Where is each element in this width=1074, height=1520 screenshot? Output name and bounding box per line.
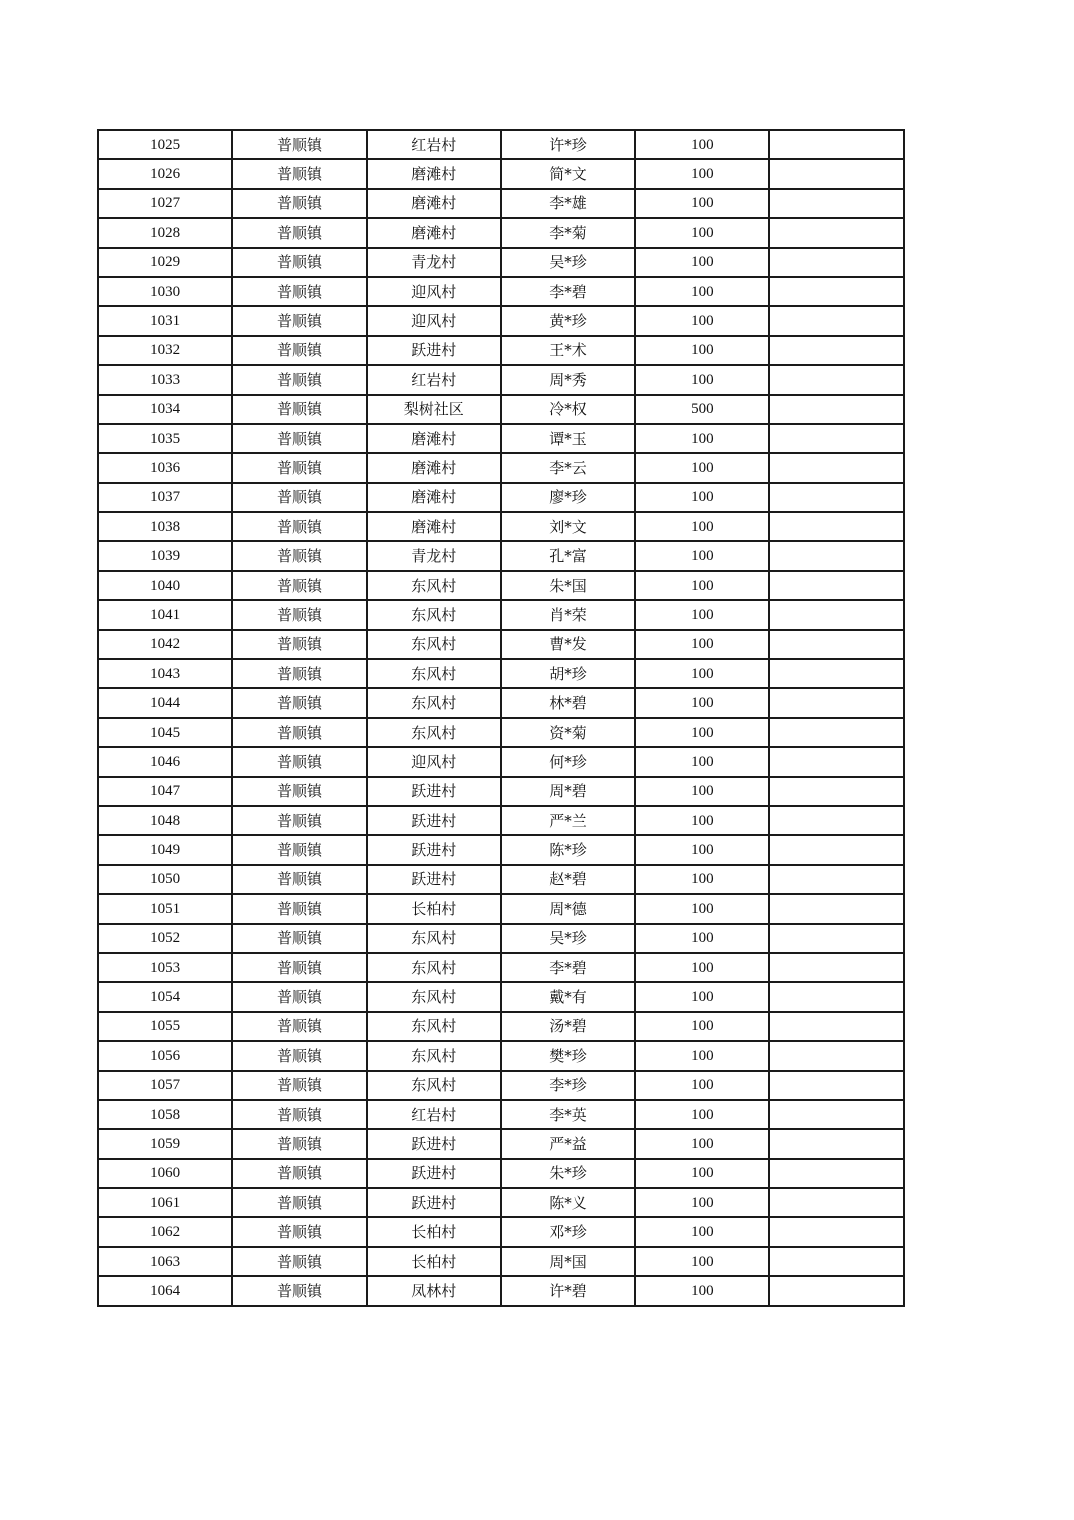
town-cell: 普顺镇: [232, 248, 366, 277]
remark-cell: [769, 189, 903, 218]
town-cell: 普顺镇: [232, 1071, 366, 1100]
village-cell: 迎风村: [367, 306, 501, 335]
serial-number-cell: 1052: [98, 924, 232, 953]
serial-number-cell: 1033: [98, 365, 232, 394]
remark-cell: [769, 1276, 903, 1305]
serial-number-cell: 1044: [98, 688, 232, 717]
name-cell: 李*珍: [501, 1071, 635, 1100]
name-cell: 孔*富: [501, 541, 635, 570]
town-cell: 普顺镇: [232, 189, 366, 218]
remark-cell: [769, 1100, 903, 1129]
remark-cell: [769, 1217, 903, 1246]
table-row: [98, 483, 904, 512]
serial-number-cell: 1030: [98, 277, 232, 306]
town-cell: 普顺镇: [232, 453, 366, 482]
town-cell: 普顺镇: [232, 365, 366, 394]
village-cell: 跃进村: [367, 806, 501, 835]
village-cell: 东风村: [367, 1041, 501, 1070]
name-cell: 简*文: [501, 159, 635, 188]
name-cell: 李*雄: [501, 189, 635, 218]
serial-number-cell: 1032: [98, 336, 232, 365]
name-cell: 林*碧: [501, 688, 635, 717]
table-row: [98, 747, 904, 776]
remark-cell: [769, 747, 903, 776]
town-cell: 普顺镇: [232, 865, 366, 894]
remark-cell: [769, 365, 903, 394]
amount-cell: 100: [635, 600, 769, 629]
name-cell: 周*秀: [501, 365, 635, 394]
village-cell: 跃进村: [367, 865, 501, 894]
remark-cell: [769, 659, 903, 688]
table-row: [98, 1159, 904, 1188]
village-cell: 红岩村: [367, 130, 501, 159]
table-row: [98, 953, 904, 982]
table-row: [98, 336, 904, 365]
town-cell: 普顺镇: [232, 747, 366, 776]
town-cell: 普顺镇: [232, 894, 366, 923]
name-cell: 周*国: [501, 1247, 635, 1276]
name-cell: 陈*珍: [501, 835, 635, 864]
name-cell: 周*德: [501, 894, 635, 923]
name-cell: 资*菊: [501, 718, 635, 747]
name-cell: 赵*碧: [501, 865, 635, 894]
name-cell: 李*碧: [501, 277, 635, 306]
village-cell: 磨滩村: [367, 189, 501, 218]
table-row: [98, 600, 904, 629]
table-row: [98, 512, 904, 541]
name-cell: 刘*文: [501, 512, 635, 541]
serial-number-cell: 1045: [98, 718, 232, 747]
remark-cell: [769, 894, 903, 923]
table-row: [98, 894, 904, 923]
serial-number-cell: 1050: [98, 865, 232, 894]
remark-cell: [769, 159, 903, 188]
table-row: [98, 688, 904, 717]
serial-number-cell: 1043: [98, 659, 232, 688]
roster-table: [97, 129, 905, 1307]
village-cell: 梨树社区: [367, 395, 501, 424]
amount-cell: 100: [635, 777, 769, 806]
remark-cell: [769, 982, 903, 1011]
name-cell: 樊*珍: [501, 1041, 635, 1070]
village-cell: 长柏村: [367, 894, 501, 923]
amount-cell: 100: [635, 541, 769, 570]
serial-number-cell: 1056: [98, 1041, 232, 1070]
town-cell: 普顺镇: [232, 541, 366, 570]
table-row: [98, 571, 904, 600]
amount-cell: 100: [635, 1188, 769, 1217]
remark-cell: [769, 600, 903, 629]
table-row: [98, 659, 904, 688]
serial-number-cell: 1041: [98, 600, 232, 629]
remark-cell: [769, 424, 903, 453]
table-row: [98, 1041, 904, 1070]
serial-number-cell: 1061: [98, 1188, 232, 1217]
serial-number-cell: 1025: [98, 130, 232, 159]
serial-number-cell: 1035: [98, 424, 232, 453]
remark-cell: [769, 1247, 903, 1276]
serial-number-cell: 1058: [98, 1100, 232, 1129]
village-cell: 磨滩村: [367, 453, 501, 482]
amount-cell: 100: [635, 336, 769, 365]
amount-cell: 100: [635, 306, 769, 335]
table-row: [98, 453, 904, 482]
name-cell: 肖*荣: [501, 600, 635, 629]
name-cell: 李*碧: [501, 953, 635, 982]
remark-cell: [769, 571, 903, 600]
serial-number-cell: 1039: [98, 541, 232, 570]
village-cell: 青龙村: [367, 541, 501, 570]
table-row: [98, 365, 904, 394]
remark-cell: [769, 541, 903, 570]
serial-number-cell: 1063: [98, 1247, 232, 1276]
town-cell: 普顺镇: [232, 835, 366, 864]
amount-cell: 100: [635, 835, 769, 864]
table-row: [98, 1071, 904, 1100]
amount-cell: 100: [635, 365, 769, 394]
amount-cell: 100: [635, 248, 769, 277]
amount-cell: 100: [635, 159, 769, 188]
amount-cell: 100: [635, 894, 769, 923]
name-cell: 吴*珍: [501, 924, 635, 953]
town-cell: 普顺镇: [232, 806, 366, 835]
table-row: [98, 1100, 904, 1129]
serial-number-cell: 1059: [98, 1129, 232, 1158]
village-cell: 磨滩村: [367, 218, 501, 247]
village-cell: 跃进村: [367, 1159, 501, 1188]
town-cell: 普顺镇: [232, 571, 366, 600]
table-row: [98, 1217, 904, 1246]
town-cell: 普顺镇: [232, 953, 366, 982]
town-cell: 普顺镇: [232, 630, 366, 659]
name-cell: 黄*珍: [501, 306, 635, 335]
table-row: [98, 865, 904, 894]
town-cell: 普顺镇: [232, 688, 366, 717]
village-cell: 东风村: [367, 659, 501, 688]
remark-cell: [769, 835, 903, 864]
table-row: [98, 630, 904, 659]
village-cell: 东风村: [367, 982, 501, 1011]
village-cell: 长柏村: [367, 1217, 501, 1246]
serial-number-cell: 1053: [98, 953, 232, 982]
table-row: [98, 1247, 904, 1276]
village-cell: 跃进村: [367, 336, 501, 365]
serial-number-cell: 1027: [98, 189, 232, 218]
town-cell: 普顺镇: [232, 982, 366, 1011]
serial-number-cell: 1046: [98, 747, 232, 776]
town-cell: 普顺镇: [232, 218, 366, 247]
town-cell: 普顺镇: [232, 718, 366, 747]
table-row: [98, 218, 904, 247]
serial-number-cell: 1038: [98, 512, 232, 541]
town-cell: 普顺镇: [232, 277, 366, 306]
village-cell: 磨滩村: [367, 483, 501, 512]
name-cell: 朱*珍: [501, 1159, 635, 1188]
name-cell: 汤*碧: [501, 1012, 635, 1041]
village-cell: 磨滩村: [367, 159, 501, 188]
remark-cell: [769, 777, 903, 806]
amount-cell: 500: [635, 395, 769, 424]
name-cell: 李*云: [501, 453, 635, 482]
serial-number-cell: 1040: [98, 571, 232, 600]
remark-cell: [769, 924, 903, 953]
village-cell: 东风村: [367, 1071, 501, 1100]
serial-number-cell: 1064: [98, 1276, 232, 1305]
serial-number-cell: 1026: [98, 159, 232, 188]
serial-number-cell: 1048: [98, 806, 232, 835]
serial-number-cell: 1051: [98, 894, 232, 923]
remark-cell: [769, 306, 903, 335]
table-row: [98, 306, 904, 335]
town-cell: 普顺镇: [232, 1247, 366, 1276]
remark-cell: [769, 218, 903, 247]
town-cell: 普顺镇: [232, 1159, 366, 1188]
table-row: [98, 277, 904, 306]
amount-cell: 100: [635, 865, 769, 894]
table-row: [98, 130, 904, 159]
amount-cell: 100: [635, 982, 769, 1011]
serial-number-cell: 1060: [98, 1159, 232, 1188]
village-cell: 磨滩村: [367, 424, 501, 453]
amount-cell: 100: [635, 1071, 769, 1100]
table-row: [98, 718, 904, 747]
remark-cell: [769, 688, 903, 717]
name-cell: 李*菊: [501, 218, 635, 247]
town-cell: 普顺镇: [232, 1188, 366, 1217]
remark-cell: [769, 718, 903, 747]
town-cell: 普顺镇: [232, 483, 366, 512]
name-cell: 李*英: [501, 1100, 635, 1129]
village-cell: 红岩村: [367, 365, 501, 394]
town-cell: 普顺镇: [232, 1012, 366, 1041]
town-cell: 普顺镇: [232, 600, 366, 629]
village-cell: 红岩村: [367, 1100, 501, 1129]
remark-cell: [769, 1012, 903, 1041]
name-cell: 邓*珍: [501, 1217, 635, 1246]
serial-number-cell: 1042: [98, 630, 232, 659]
remark-cell: [769, 630, 903, 659]
village-cell: 东风村: [367, 688, 501, 717]
remark-cell: [769, 483, 903, 512]
name-cell: 冷*权: [501, 395, 635, 424]
table-row: [98, 1276, 904, 1305]
name-cell: 吴*珍: [501, 248, 635, 277]
remark-cell: [769, 336, 903, 365]
amount-cell: 100: [635, 747, 769, 776]
table-row: [98, 424, 904, 453]
table-row: [98, 982, 904, 1011]
table-row: [98, 924, 904, 953]
name-cell: 严*兰: [501, 806, 635, 835]
table-row: [98, 395, 904, 424]
amount-cell: 100: [635, 659, 769, 688]
town-cell: 普顺镇: [232, 424, 366, 453]
name-cell: 胡*珍: [501, 659, 635, 688]
village-cell: 凤林村: [367, 1276, 501, 1305]
amount-cell: 100: [635, 130, 769, 159]
name-cell: 谭*玉: [501, 424, 635, 453]
serial-number-cell: 1036: [98, 453, 232, 482]
village-cell: 跃进村: [367, 1129, 501, 1158]
village-cell: 长柏村: [367, 1247, 501, 1276]
village-cell: 跃进村: [367, 1188, 501, 1217]
name-cell: 周*碧: [501, 777, 635, 806]
table-row: [98, 541, 904, 570]
amount-cell: 100: [635, 806, 769, 835]
name-cell: 许*碧: [501, 1276, 635, 1305]
amount-cell: 100: [635, 571, 769, 600]
remark-cell: [769, 248, 903, 277]
remark-cell: [769, 1188, 903, 1217]
name-cell: 曹*发: [501, 630, 635, 659]
amount-cell: 100: [635, 189, 769, 218]
serial-number-cell: 1031: [98, 306, 232, 335]
amount-cell: 100: [635, 953, 769, 982]
name-cell: 王*术: [501, 336, 635, 365]
table-row: [98, 248, 904, 277]
remark-cell: [769, 1159, 903, 1188]
village-cell: 东风村: [367, 718, 501, 747]
village-cell: 东风村: [367, 571, 501, 600]
town-cell: 普顺镇: [232, 130, 366, 159]
amount-cell: 100: [635, 1129, 769, 1158]
village-cell: 迎风村: [367, 277, 501, 306]
remark-cell: [769, 953, 903, 982]
amount-cell: 100: [635, 1276, 769, 1305]
town-cell: 普顺镇: [232, 924, 366, 953]
amount-cell: 100: [635, 277, 769, 306]
town-cell: 普顺镇: [232, 1276, 366, 1305]
table-row: [98, 1012, 904, 1041]
village-cell: 东风村: [367, 630, 501, 659]
name-cell: 陈*义: [501, 1188, 635, 1217]
amount-cell: 100: [635, 453, 769, 482]
amount-cell: 100: [635, 483, 769, 512]
roster-table-body: [98, 130, 904, 1306]
remark-cell: [769, 1041, 903, 1070]
village-cell: 青龙村: [367, 248, 501, 277]
table-row: [98, 835, 904, 864]
amount-cell: 100: [635, 512, 769, 541]
remark-cell: [769, 865, 903, 894]
town-cell: 普顺镇: [232, 306, 366, 335]
amount-cell: 100: [635, 1247, 769, 1276]
serial-number-cell: 1029: [98, 248, 232, 277]
name-cell: 许*珍: [501, 130, 635, 159]
table-row: [98, 1188, 904, 1217]
village-cell: 东风村: [367, 953, 501, 982]
amount-cell: 100: [635, 688, 769, 717]
village-cell: 东风村: [367, 1012, 501, 1041]
town-cell: 普顺镇: [232, 512, 366, 541]
remark-cell: [769, 395, 903, 424]
amount-cell: 100: [635, 718, 769, 747]
table-row: [98, 189, 904, 218]
name-cell: 朱*国: [501, 571, 635, 600]
town-cell: 普顺镇: [232, 777, 366, 806]
remark-cell: [769, 1129, 903, 1158]
name-cell: 何*珍: [501, 747, 635, 776]
serial-number-cell: 1034: [98, 395, 232, 424]
table-row: [98, 1129, 904, 1158]
remark-cell: [769, 453, 903, 482]
amount-cell: 100: [635, 1041, 769, 1070]
town-cell: 普顺镇: [232, 1217, 366, 1246]
amount-cell: 100: [635, 924, 769, 953]
remark-cell: [769, 277, 903, 306]
amount-cell: 100: [635, 218, 769, 247]
town-cell: 普顺镇: [232, 1041, 366, 1070]
village-cell: 东风村: [367, 600, 501, 629]
town-cell: 普顺镇: [232, 159, 366, 188]
serial-number-cell: 1049: [98, 835, 232, 864]
amount-cell: 100: [635, 1100, 769, 1129]
serial-number-cell: 1057: [98, 1071, 232, 1100]
name-cell: 廖*珍: [501, 483, 635, 512]
town-cell: 普顺镇: [232, 336, 366, 365]
village-cell: 磨滩村: [367, 512, 501, 541]
village-cell: 跃进村: [367, 835, 501, 864]
serial-number-cell: 1062: [98, 1217, 232, 1246]
remark-cell: [769, 512, 903, 541]
serial-number-cell: 1047: [98, 777, 232, 806]
table-row: [98, 159, 904, 188]
remark-cell: [769, 806, 903, 835]
amount-cell: 100: [635, 424, 769, 453]
amount-cell: 100: [635, 1012, 769, 1041]
serial-number-cell: 1028: [98, 218, 232, 247]
table-row: [98, 777, 904, 806]
name-cell: 严*益: [501, 1129, 635, 1158]
village-cell: 迎风村: [367, 747, 501, 776]
village-cell: 跃进村: [367, 777, 501, 806]
town-cell: 普顺镇: [232, 1100, 366, 1129]
amount-cell: 100: [635, 1217, 769, 1246]
town-cell: 普顺镇: [232, 395, 366, 424]
name-cell: 戴*有: [501, 982, 635, 1011]
remark-cell: [769, 130, 903, 159]
town-cell: 普顺镇: [232, 1129, 366, 1158]
remark-cell: [769, 1071, 903, 1100]
amount-cell: 100: [635, 1159, 769, 1188]
serial-number-cell: 1037: [98, 483, 232, 512]
serial-number-cell: 1054: [98, 982, 232, 1011]
amount-cell: 100: [635, 630, 769, 659]
table-row: [98, 806, 904, 835]
town-cell: 普顺镇: [232, 659, 366, 688]
serial-number-cell: 1055: [98, 1012, 232, 1041]
village-cell: 东风村: [367, 924, 501, 953]
